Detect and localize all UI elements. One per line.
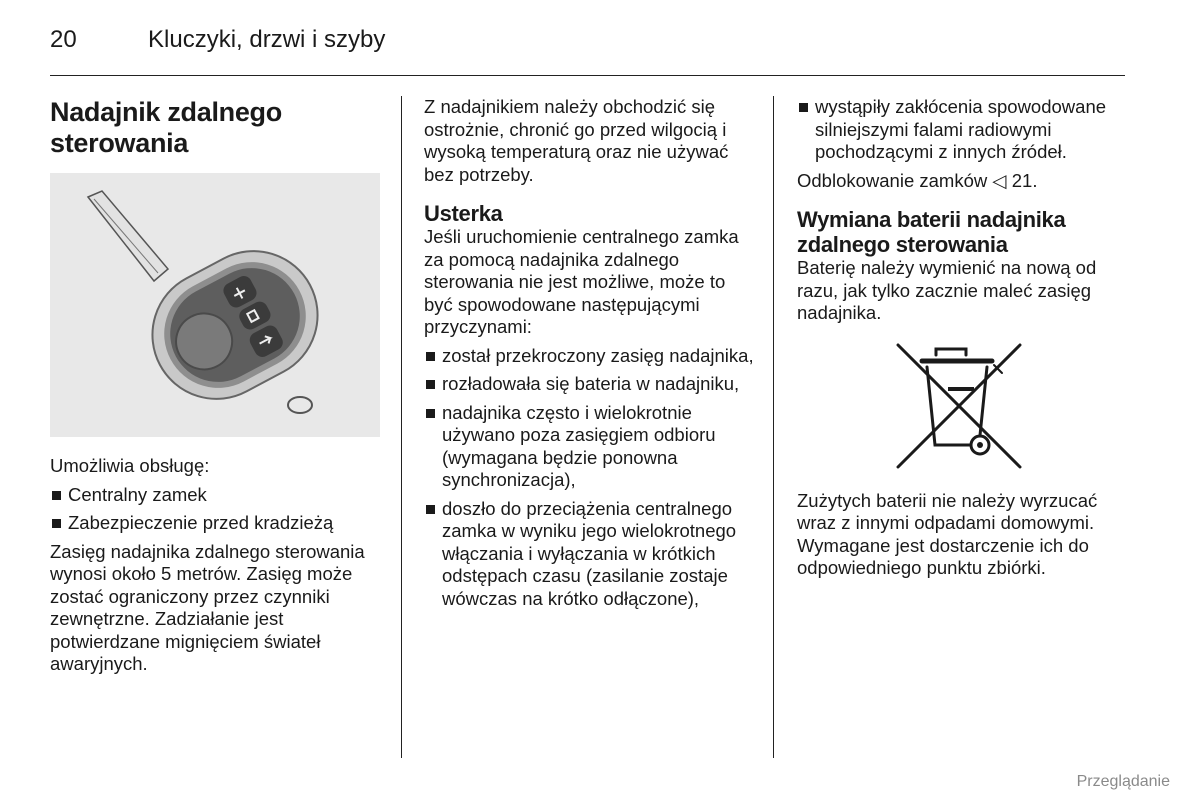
page-ref-arrow-icon: ◁ (992, 169, 1007, 191)
causes-list-continued (797, 96, 1127, 164)
remote-key-illustration (50, 173, 380, 437)
list-item: nadajnika często i wielokrotnie używano poza zasięgiem odbioru (wymagana będzie ponowna synchronizacja), (424, 402, 756, 492)
subheading-battery: Wymiana baterii nadajnika zdalnego sterowania (797, 207, 1066, 257)
battery-paragraph: Baterię należy wymienić na nową od razu, jak tylko zacznie maleć zasięg nadajnika. (797, 257, 1097, 323)
column-divider-2 (773, 96, 774, 758)
section-title: Nadajnik zdalnego sterowania (50, 97, 282, 158)
column-right (797, 96, 1127, 580)
column-divider-1 (401, 96, 402, 758)
chapter-title: Kluczyki, drzwi i szyby (148, 26, 386, 53)
column-left (50, 96, 380, 676)
range-paragraph: Zasięg nadajnika zdalnego sterowania wynosi około 5 metrów. Zasięg może zostać ograniczony przez czynniki zewnętrzne. Zadziałanie jest potwierdzane mignięciem świateł awaryjnych. (50, 540, 365, 674)
intro-text: Umożliwia obsługę: (50, 455, 210, 476)
list-item: wystąpiły zakłócenia spowodowane silniejszymi falami radiowymi pochodzącymi z innych źródeł. (797, 96, 1127, 164)
list-item: został przekroczony zasięg nadajnika, (424, 345, 756, 368)
page-number: 20 (50, 26, 77, 53)
remote-key-icon (50, 173, 380, 437)
features-list (50, 484, 380, 535)
crossed-out-bin-icon (894, 341, 1024, 471)
cross-reference[interactable] (797, 170, 1127, 193)
list-item: rozładowała się bateria w nadajniku, (424, 373, 756, 396)
list-item: Centralny zamek (50, 484, 380, 507)
subheading-fault: Usterka (424, 201, 503, 226)
crossed-bin-illustration (797, 341, 1127, 476)
browse-link[interactable]: Przeglądanie (1076, 773, 1170, 790)
column-middle (424, 96, 756, 616)
causes-list (424, 345, 756, 611)
cross-reference-text: Odblokowanie zamków (797, 169, 988, 191)
list-item: doszło do przeciążenia centralnego zamka w wyniku jego wielokrotnego włączania i wyłączania w krótkich odstępach czasu (zasilanie zostaje wówczas na krótko odłączone), (424, 498, 756, 611)
disposal-paragraph: Zużytych baterii nie należy wyrzucać wraz z innymi odpadami domowymi. Wymagane jest dostarczenie ich do odpowiedniego punktu zbiórki. (797, 489, 1098, 578)
page-header (50, 26, 1125, 76)
fault-paragraph: Jeśli uruchomienie centralnego zamka za pomocą nadajnika zdalnego sterowania nie jest możliwe, może to być spowodowane następującymi przyczynami: (424, 226, 739, 337)
header-divider (50, 75, 1125, 76)
care-paragraph: Z nadajnikiem należy obchodzić się ostrożnie, chronić go przed wilgocią i wysoką temperaturą oraz nie używać bez potrzeby. (424, 96, 729, 185)
cross-reference-page: 21. (1011, 169, 1038, 191)
list-item: Zabezpieczenie przed kradzieżą (50, 512, 380, 535)
